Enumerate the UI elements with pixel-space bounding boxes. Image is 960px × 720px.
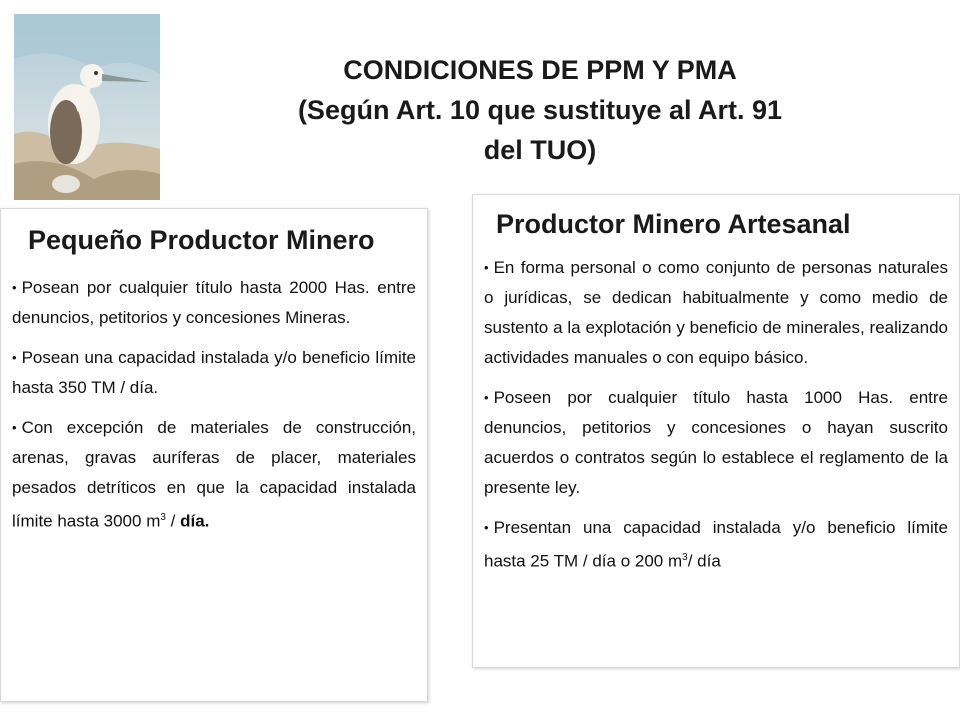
bullet-icon: • (484, 260, 489, 275)
pequeno-productor-panel (0, 208, 428, 702)
bullet-icon: • (12, 420, 17, 435)
title-line-2: (Según Art. 10 que sustituye al Art. 91 (297, 95, 783, 125)
list-item (484, 253, 948, 373)
panel-heading: Productor Minero Artesanal (496, 209, 851, 239)
productor-artesanal-panel (472, 194, 960, 668)
title-line-1: CONDICIONES DE PPM Y PMA (343, 55, 737, 85)
bullet-icon: • (12, 350, 17, 365)
booby-bird-icon (14, 14, 160, 200)
bullet-tail: / (165, 511, 181, 531)
bullet-tail-bold: día. (180, 511, 210, 531)
page-title (200, 50, 880, 170)
list-item (484, 383, 948, 503)
seabird-photo (14, 14, 160, 200)
bullet-icon: • (484, 520, 489, 535)
list-item (12, 343, 416, 403)
title-line-3: del TUO) (483, 135, 597, 165)
bullet-text: Poseen por cualquier título hasta 1000 Has. entre denuncios, petitorios y concesiones o hayan suscrito acuerdos o contratos según lo establece el reglamento de la presente ley. (484, 388, 948, 497)
bullet-text: Posean una capacidad instalada y/o beneficio límite hasta 350 TM / día. (12, 348, 416, 397)
bullet-text: Con excepción de materiales de construcción, arenas, gravas auríferas de placer, materiales pesados detríticos en que la capacidad instalada límite hasta 3000 m (12, 418, 416, 531)
bullet-tail: / día (687, 551, 721, 571)
bullet-text: Posean por cualquier título hasta 2000 Has. entre denuncios, petitorios y concesiones Mineras. (12, 278, 416, 327)
superscript: 3 (682, 552, 688, 563)
list-item (12, 273, 416, 333)
superscript: 3 (160, 512, 166, 523)
bullet-text: En forma personal o como conjunto de personas naturales o jurídicas, se dedican habitualmente y como medio de sustento a la explotación y beneficio de minerales, realizando actividades manuales o con equipo básico. (484, 258, 948, 367)
list-item (12, 413, 416, 537)
panel-heading: Pequeño Productor Minero (28, 225, 375, 255)
bullet-icon: • (12, 280, 17, 295)
list-item (484, 513, 948, 577)
bullet-text: Presentan una capacidad instalada y/o beneficio límite hasta 25 TM / día o 200 m (484, 518, 948, 571)
bullet-icon: • (484, 390, 489, 405)
